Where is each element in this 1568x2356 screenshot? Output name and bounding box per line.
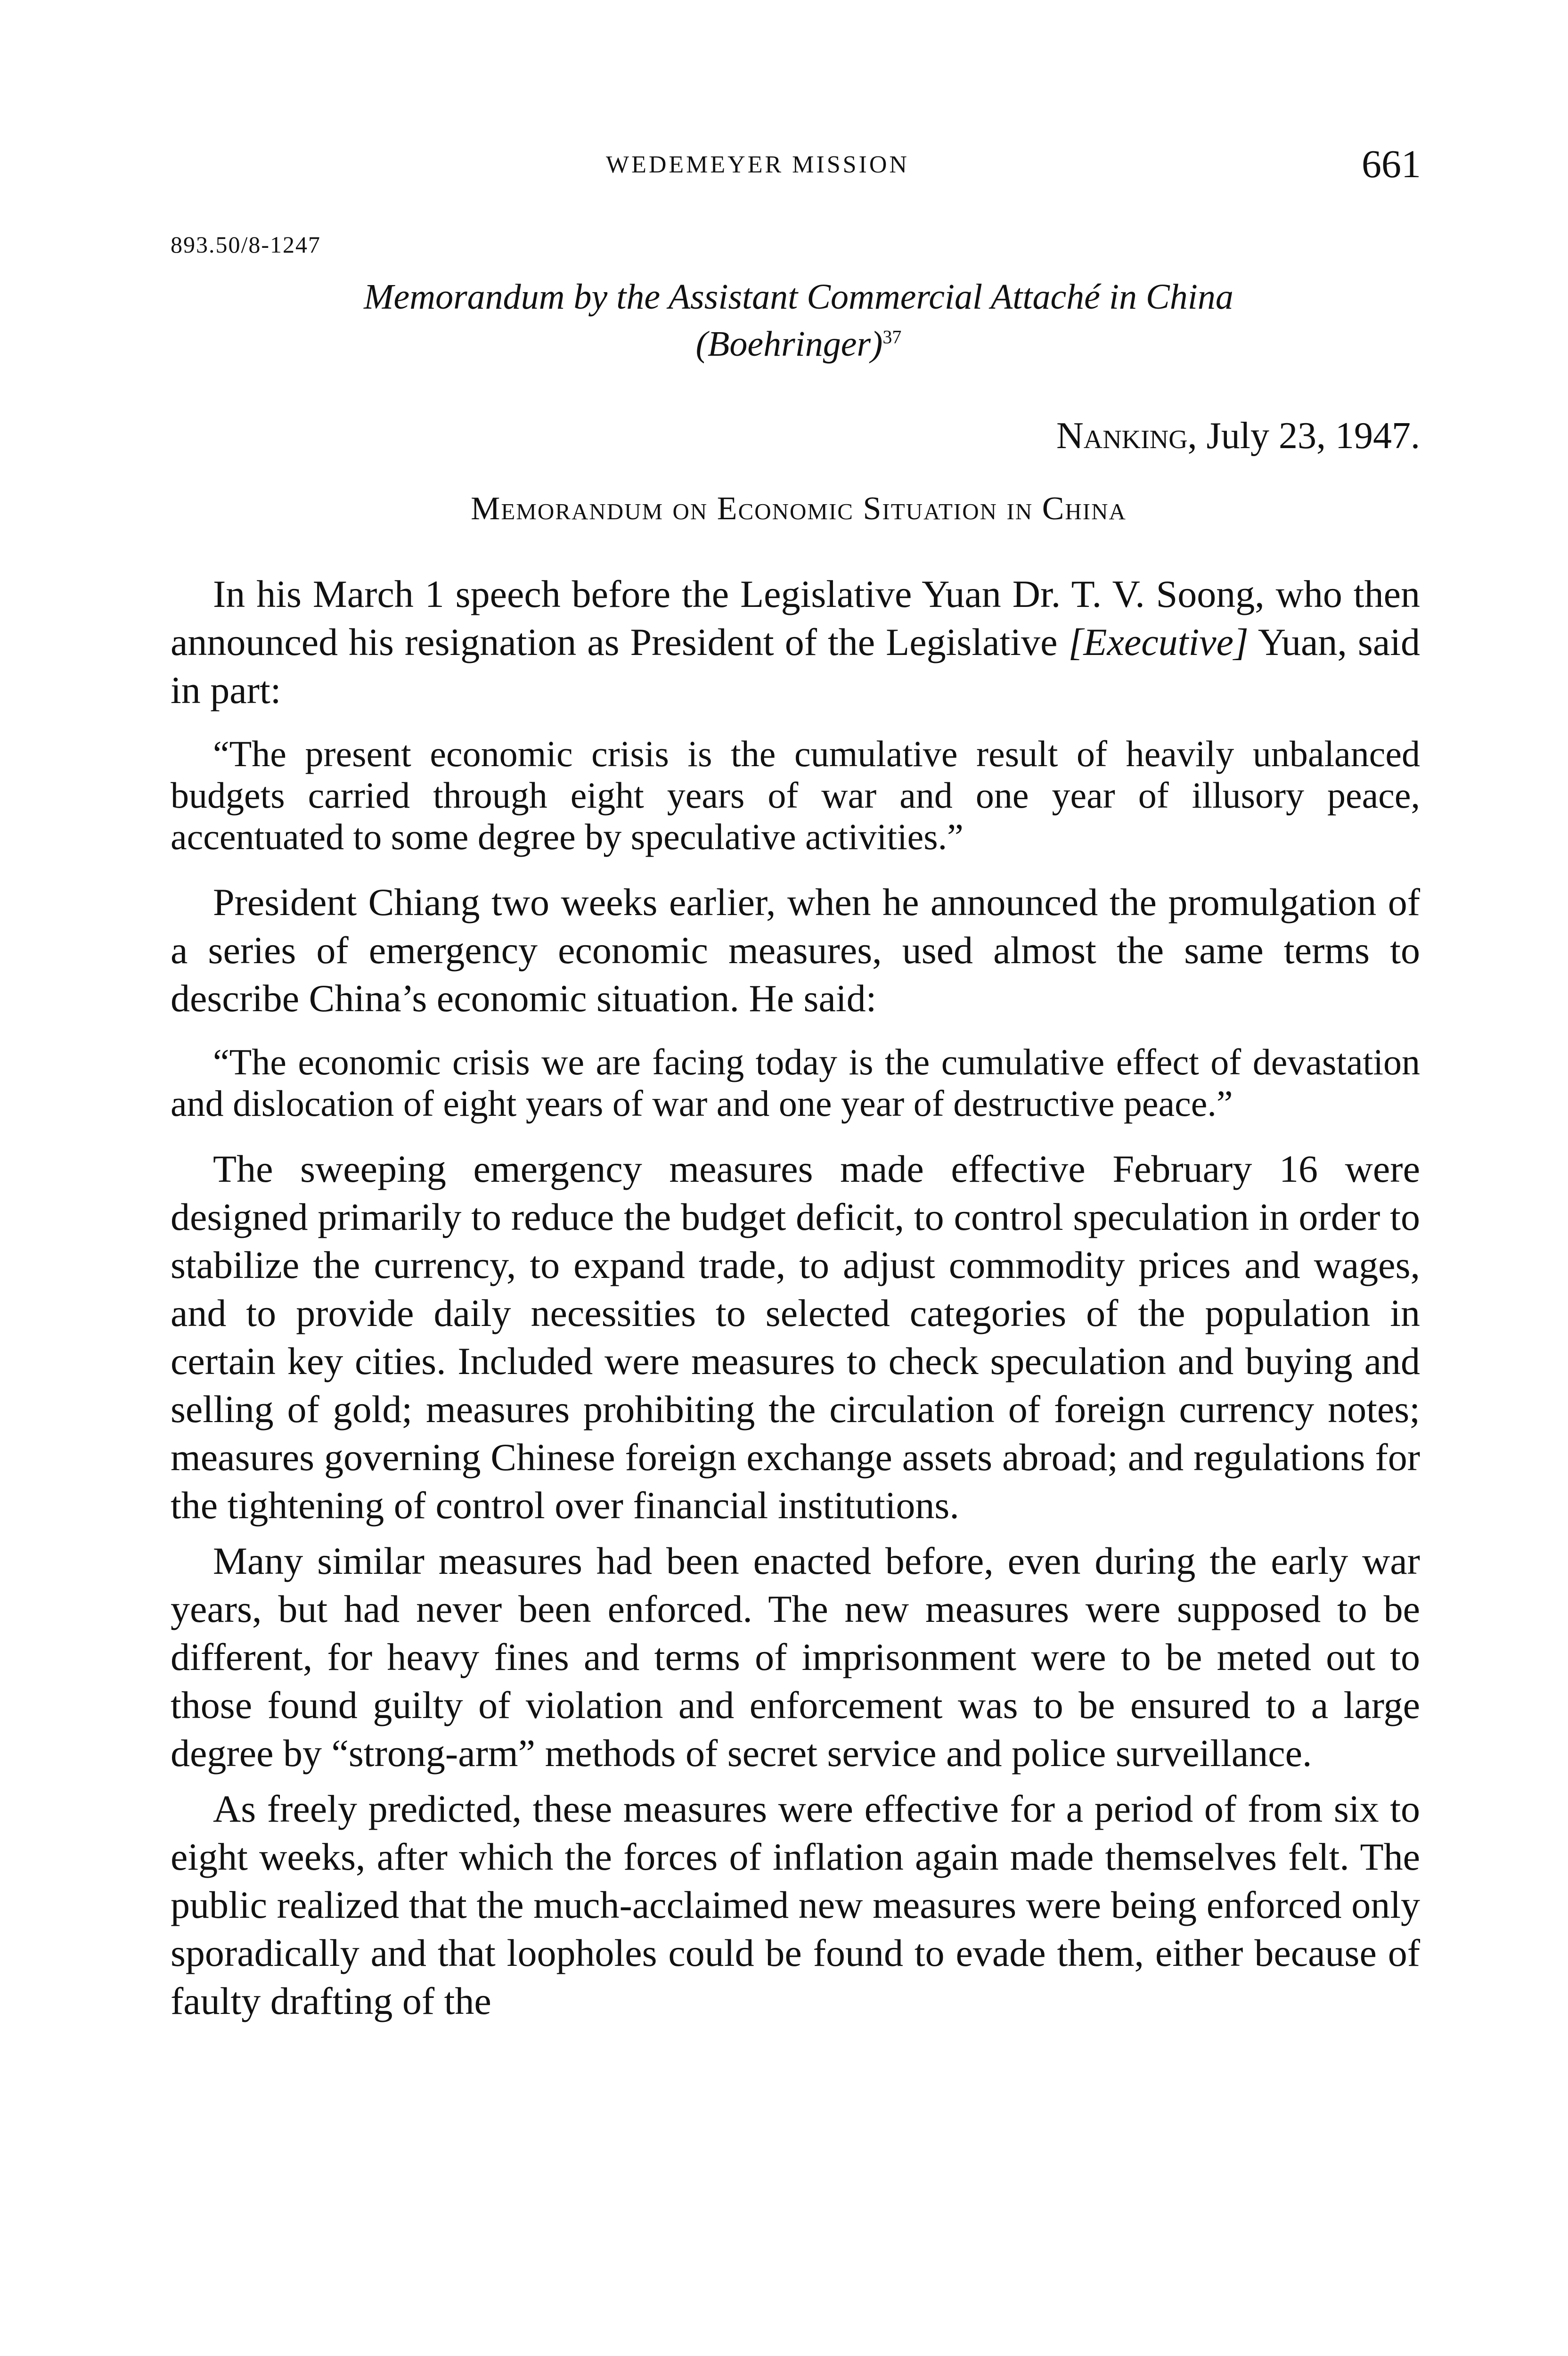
running-head: WEDEMEYER MISSION bbox=[606, 151, 909, 178]
dateline-place: Nanking, bbox=[1056, 415, 1197, 457]
quote-2: “The economic crisis we are facing today is the cumulative effect of devastation and dislocation of eight years of war and one year of destructive peace.” bbox=[171, 1041, 1420, 1124]
dateline bbox=[1056, 415, 1420, 458]
paragraph-1-bracket: [Executive] bbox=[1068, 621, 1249, 663]
dateline-date: July 23, 1947. bbox=[1206, 415, 1420, 457]
page-number: 661 bbox=[1362, 142, 1421, 186]
memo-title bbox=[170, 273, 1428, 368]
paragraph-1-start: In his March 1 speech before the Legislative Yuan Dr. T. V. Soong, who then announced his resignation as President of the Legislative bbox=[171, 573, 1420, 663]
paragraph-1-end: Yuan, said in part: bbox=[171, 621, 1420, 712]
quote-1: “The present economic crisis is the cumulative result of heavily unbalanced budgets carried through eight years of war and one year of illusory peace, accentuated to some degree by speculative activities.” bbox=[171, 733, 1420, 857]
file-number: 893.50/8-1247 bbox=[171, 231, 321, 258]
paragraph-3: The sweeping emergency measures made effective February 16 were designed primarily to reduce the budget deficit, to control speculation in order to stabilize the currency, to expand trade, to adjust commodity prices and wages, and to provide daily necessities to selected categories of the population in certain key cities. Included were measures to check speculation and buying and selling of gold; measures prohibiting the circulation of foreign currency notes; measures governing Chinese foreign exchange assets abroad; and regulations for the tightening of control over financial institutions. bbox=[171, 1147, 1420, 1527]
paragraph-4: Many similar measures had been enacted before, even during the early war years, but had never been enforced. The new measures were supposed to be different, for heavy fines and terms of imprisonment were to be meted out to those found guilty of violation and enforcement was to be ensured to a large degree by “strong-arm” methods of secret service and police surveillance. bbox=[171, 1539, 1420, 1775]
title-footnote-ref: 37 bbox=[882, 326, 902, 348]
paragraph-5: As freely predicted, these measures were effective for a period of from six to eight weeks, after which the forces of inflation again made themselves felt. The public realized that the much-acclaimed new measures were being enforced only sporadically and that loopholes could be found to evade them, either because of faulty drafting of the bbox=[171, 1787, 1420, 2022]
paragraph-2: President Chiang two weeks earlier, when he announced the promulgation of a series of emergency economic measures, used almost the same terms to describe China’s economic situation. He said: bbox=[171, 881, 1420, 1020]
paragraph-1 bbox=[171, 570, 1420, 714]
memo-title-line2: (Boehringer) bbox=[695, 324, 883, 364]
body-text bbox=[171, 570, 1420, 2025]
memo-title-line1: Memorandum by the Assistant Commercial Attaché in China bbox=[364, 277, 1233, 317]
subject-heading: Memorandum on Economic Situation in China bbox=[471, 491, 1127, 527]
